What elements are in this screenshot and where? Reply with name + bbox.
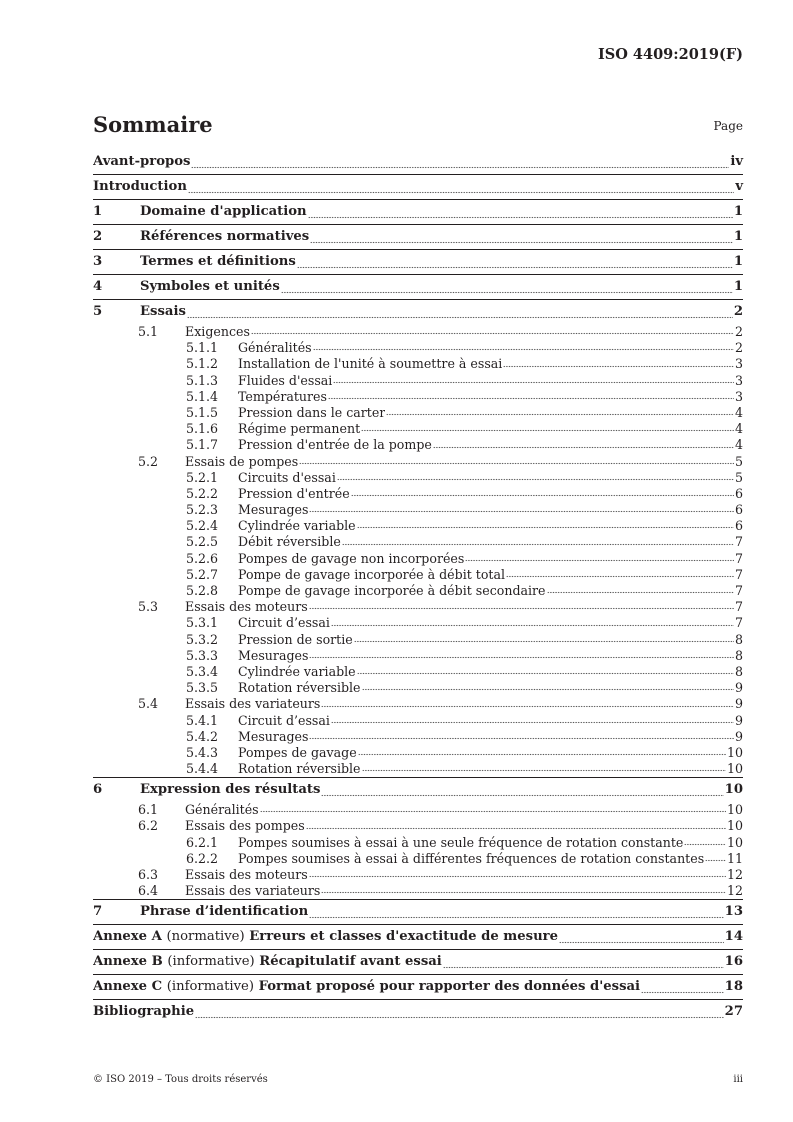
table-of-contents (93, 150, 743, 1024)
toc-entry-text: Températures (238, 388, 327, 404)
toc-entry[interactable] (93, 224, 743, 249)
toc-entry-page: 4 (734, 421, 743, 437)
toc-entry-text: Symboles et unités (140, 279, 280, 294)
dot-leader (309, 502, 734, 513)
toc-entry[interactable] (93, 949, 743, 974)
toc-entry-title (93, 300, 186, 324)
dot-leader (506, 567, 734, 578)
toc-entry[interactable] (93, 249, 743, 274)
toc-entry-page: 9 (734, 680, 743, 696)
toc-entry-page: 10 (726, 802, 743, 818)
toc-entry[interactable] (93, 340, 743, 356)
toc-entry-title (138, 454, 298, 470)
toc-entry-page: 4 (734, 437, 743, 453)
toc-entry-title (186, 470, 336, 486)
dot-leader (309, 648, 734, 659)
toc-entry-title (138, 324, 250, 340)
toc-entry[interactable] (93, 486, 743, 502)
toc-entry-title (186, 405, 385, 421)
toc-entry-number: 3 (93, 254, 103, 269)
toc-entry-text: Pression dans le carter (238, 404, 386, 420)
dot-leader (310, 225, 733, 244)
dot-leader (358, 745, 726, 756)
toc-entry-title (186, 729, 308, 745)
annex-kind: (informative) (167, 954, 255, 970)
toc-entry-number: 5.2.7 (186, 566, 219, 582)
toc-entry-page: 10 (726, 761, 743, 777)
toc-entry-title (186, 421, 360, 437)
footer-copyright: © ISO 2019 – Tous droits réservés (93, 1074, 268, 1085)
dot-leader (357, 664, 734, 675)
annex-kind: (normative) (166, 929, 245, 945)
toc-entry-page: 16 (724, 954, 743, 970)
toc-entry-page: 14 (724, 929, 743, 945)
toc-entry[interactable] (93, 356, 743, 372)
toc-entry-number: 5.2.6 (186, 550, 219, 566)
toc-entry-text: Pompes soumises à essai à différentes fréquences de rotation constantes (238, 850, 705, 866)
dot-leader (503, 356, 734, 367)
toc-entry-page: 2 (734, 324, 743, 339)
toc-entry-page: 9 (734, 696, 743, 712)
toc-entry-text: Circuits d'essai (238, 469, 336, 485)
toc-entry-number: 6.3 (138, 867, 159, 882)
toc-entry[interactable] (93, 470, 743, 486)
dot-leader (306, 818, 726, 829)
toc-entry-text: Introduction (93, 179, 187, 194)
toc-entry-number: 5.4.4 (186, 761, 219, 777)
toc-entry-text: Généralités (238, 340, 312, 356)
document-code: ISO 4409:2019(F) (597, 46, 743, 63)
dot-leader (331, 615, 734, 626)
toc-entry-number: 5.3 (138, 599, 159, 615)
toc-entry-page: 7 (734, 599, 743, 615)
toc-entry-number: 5.3.3 (186, 647, 219, 663)
toc-entry-number: 5.2.3 (186, 502, 219, 518)
toc-entry-page: 1 (733, 279, 743, 294)
toc-entry-number: 5.3.1 (186, 615, 219, 631)
toc-entry-title (186, 389, 327, 405)
dot-leader (281, 275, 733, 294)
toc-entry[interactable] (93, 867, 743, 883)
toc-entry-title (93, 150, 190, 174)
toc-entry-text: Généralités (185, 802, 259, 818)
toc-entry-page: 12 (726, 883, 743, 899)
toc-entry-number: 5.3.4 (186, 663, 219, 679)
toc-entry-text: Avant-propos (93, 154, 191, 169)
toc-entry-page: 3 (734, 372, 743, 388)
dot-leader (705, 851, 726, 862)
toc-entry-page: 10 (726, 818, 743, 834)
toc-entry-title (186, 340, 312, 356)
toc-entry-text: Cylindrée variable (238, 663, 356, 679)
toc-entry-title (186, 835, 683, 851)
toc-entry-text: Pression d'entrée de la pompe (238, 437, 432, 453)
toc-entry-text: Essais (140, 304, 186, 319)
dot-leader (321, 778, 723, 797)
dot-leader (297, 250, 733, 269)
toc-entry-number: 6.1 (138, 802, 159, 818)
toc-entry-text: Termes et définitions (140, 254, 296, 269)
toc-entry-text: Débit réversible (238, 534, 341, 550)
toc-entry-title (186, 534, 341, 550)
dot-leader (362, 761, 726, 772)
dot-leader (299, 454, 734, 465)
toc-entry-title (93, 200, 307, 224)
toc-entry-title (93, 925, 558, 949)
toc-entry-number: 5.1.6 (186, 421, 219, 437)
dot-leader (313, 340, 734, 351)
toc-entry-page: 8 (734, 647, 743, 663)
toc-entry-number: 5.1.5 (186, 404, 219, 420)
toc-entry-text: Essais des pompes (185, 818, 305, 834)
toc-entry-number: 6 (93, 782, 103, 798)
annex-title: Récapitulatif avant essai (259, 954, 442, 970)
toc-entry[interactable] (93, 534, 743, 550)
toc-entry-number: 5.2.8 (186, 583, 219, 598)
toc-entry[interactable] (93, 389, 743, 405)
toc-entry-text: Pompe de gavage incorporée à débit total (238, 566, 506, 582)
toc-entry[interactable] (93, 299, 743, 324)
toc-entry-number: 5.2 (138, 453, 159, 469)
toc-entry[interactable] (93, 999, 743, 1024)
toc-entry-number: 5.1.7 (186, 437, 219, 453)
toc-entry-title (138, 599, 308, 615)
toc-entry-number: 5.2.1 (186, 469, 219, 485)
toc-entry-page: 27 (724, 1004, 743, 1020)
dot-leader (308, 200, 733, 219)
toc-entry-page: 1 (733, 254, 743, 269)
footer-page-number: iii (733, 1074, 743, 1085)
toc-entry-text: Bibliographie (93, 1004, 195, 1020)
page-column-label: Page (713, 119, 743, 133)
toc-entry-text: Pression de sortie (238, 631, 353, 647)
toc-entry-text: Pression d'entrée (238, 485, 350, 501)
toc-entry[interactable] (93, 680, 743, 696)
dot-leader (361, 421, 734, 432)
toc-entry-text: Essais des variateurs (185, 883, 321, 899)
toc-entry-title (138, 818, 305, 834)
toc-entry-title (186, 648, 308, 664)
toc-entry-title (186, 664, 356, 680)
toc-entry-number: 5.1.4 (186, 388, 219, 404)
dot-leader (333, 373, 734, 384)
toc-entry-number: 5.2.5 (186, 534, 219, 550)
toc-entry-page: 10 (726, 834, 743, 850)
dot-leader (354, 632, 734, 643)
toc-entry-number: 5.4.2 (186, 728, 219, 744)
toc-entry[interactable] (93, 713, 743, 729)
toc-entry-text: Pompes de gavage (238, 744, 357, 760)
toc-entry-page: 6 (734, 518, 743, 534)
toc-entry[interactable] (93, 615, 743, 631)
toc-entry-title (93, 275, 280, 299)
dot-leader (362, 680, 734, 691)
toc-entry-title (186, 551, 464, 567)
toc-entry[interactable] (93, 518, 743, 534)
toc-entry-page: 3 (734, 356, 743, 372)
dot-leader (321, 696, 734, 707)
toc-entry-page: 13 (724, 904, 743, 920)
toc-entry-text: Pompe de gavage incorporée à débit secondaire (238, 583, 546, 598)
toc-entry-page: 4 (734, 404, 743, 420)
toc-entry-title (93, 975, 640, 999)
toc-entry-page: 11 (726, 850, 743, 866)
annex-label: Annexe A (93, 929, 162, 945)
dot-leader (433, 437, 734, 448)
dot-leader (337, 470, 734, 481)
toc-entry-title (186, 632, 353, 648)
toc-entry-text: Mesurages (238, 728, 309, 744)
toc-entry-text: Cylindrée variable (238, 518, 356, 534)
toc-entry-text: Mesurages (238, 502, 309, 518)
toc-entry-title (186, 437, 432, 453)
dot-leader (641, 975, 724, 994)
toc-entry-text: Rotation réversible (238, 761, 361, 777)
toc-entry-page: 7 (734, 615, 743, 631)
toc-entry[interactable] (93, 835, 743, 851)
toc-entry[interactable] (93, 745, 743, 761)
toc-entry[interactable] (93, 150, 743, 174)
toc-entry-title (186, 761, 361, 777)
toc-entry-number: 4 (93, 279, 103, 294)
dot-leader (191, 150, 729, 169)
toc-entry-text: Exigences (185, 324, 250, 339)
toc-entry-title (186, 851, 704, 867)
toc-entry-page: 7 (734, 566, 743, 582)
toc-entry-number: 5.4.3 (186, 744, 219, 760)
dot-leader (321, 883, 726, 894)
toc-entry[interactable] (93, 437, 743, 453)
dot-leader (443, 950, 724, 969)
toc-entry-page: 5 (734, 453, 743, 469)
annex-title: Format proposé pour rapporter des données d'essai (258, 979, 641, 995)
toc-entry-number: 5.2.2 (186, 485, 219, 501)
toc-entry-title (93, 900, 308, 924)
toc-entry-text: Expression des résultats (140, 782, 321, 798)
toc-entry-title (93, 175, 187, 199)
toc-entry[interactable] (93, 599, 743, 615)
toc-entry-page: 7 (734, 550, 743, 566)
toc-entry-number: 5.4.1 (186, 712, 219, 728)
dot-leader (187, 300, 733, 319)
toc-entry-title (186, 583, 546, 599)
toc-entry-number: 6.4 (138, 883, 159, 899)
toc-entry[interactable] (93, 502, 743, 518)
toc-entry-number: 5.1 (138, 324, 159, 339)
toc-entry-title (186, 356, 502, 372)
toc-entry-number: 5.2.4 (186, 518, 219, 534)
toc-entry[interactable] (93, 777, 743, 802)
annex-label: Annexe B (93, 954, 163, 970)
toc-entry[interactable] (93, 648, 743, 664)
annex-label: Annexe C (93, 979, 163, 995)
dot-leader (309, 729, 734, 740)
toc-entry-number: 5.4 (138, 696, 159, 712)
dot-leader (309, 599, 734, 610)
toc-entry[interactable] (93, 632, 743, 648)
toc-entry-page: 1 (733, 229, 743, 244)
toc-entry-page: 10 (726, 744, 743, 760)
toc-entry-page: 1 (733, 204, 743, 219)
dot-leader (351, 486, 734, 497)
dot-leader (684, 835, 726, 846)
toc-entry[interactable] (93, 551, 743, 567)
toc-entry-title (186, 713, 330, 729)
toc-entry-title (186, 680, 361, 696)
toc-entry-page: 8 (734, 631, 743, 647)
annex-title: Erreurs et classes d'exactitude de mesure (249, 929, 559, 945)
toc-entry[interactable] (93, 883, 743, 899)
toc-entry-page: 18 (724, 979, 743, 995)
toc-entry-text: Essais de pompes (185, 453, 299, 469)
toc-entry-number: 5.1.3 (186, 372, 219, 388)
toc-entry-text: Rotation réversible (238, 680, 361, 696)
toc-entry-number: 2 (93, 229, 103, 244)
toc-entry[interactable] (93, 199, 743, 224)
toc-entry[interactable] (93, 924, 743, 949)
dot-leader (251, 324, 734, 335)
toc-entry-number: 6.2.2 (186, 850, 219, 866)
toc-entry-text: Pompes soumises à essai à une seule fréquence de rotation constante (238, 834, 684, 850)
toc-entry-title (186, 567, 505, 583)
toc-entry-text: Circuit d’essai (238, 712, 330, 728)
toc-entry-title (93, 950, 442, 974)
toc-entry-page: 2 (733, 304, 743, 319)
toc-entry[interactable] (93, 274, 743, 299)
toc-entry-page: 7 (734, 583, 743, 598)
toc-entry-number: 6.2 (138, 818, 159, 834)
toc-entry-text: Régime permanent (238, 421, 361, 437)
toc-entry-page: 3 (734, 388, 743, 404)
toc-entry-title (186, 486, 350, 502)
toc-entry-title (93, 1000, 194, 1024)
toc-entry-text: Circuit d’essai (238, 615, 330, 631)
dot-leader (331, 713, 734, 724)
toc-entry-number: 5.1.1 (186, 340, 219, 356)
toc-entry[interactable] (93, 696, 743, 712)
toc-entry-title (93, 778, 320, 802)
toc-entry-text: Références normatives (140, 229, 310, 244)
dot-leader (195, 1000, 724, 1019)
toc-entry[interactable] (93, 405, 743, 421)
toc-entry-number: 5.3.5 (186, 680, 219, 696)
toc-entry-page: 2 (734, 340, 743, 356)
dot-leader (386, 405, 734, 416)
toc-entry-number: 7 (93, 904, 103, 920)
page-title: Sommaire (93, 112, 213, 137)
toc-entry-text: Essais des moteurs (185, 599, 308, 615)
toc-entry[interactable] (93, 818, 743, 834)
toc-entry-page: 7 (734, 534, 743, 550)
toc-entry-text: Mesurages (238, 647, 309, 663)
toc-entry-text: Pompes de gavage non incorporées (238, 550, 465, 566)
toc-entry[interactable] (93, 729, 743, 745)
toc-entry[interactable] (93, 974, 743, 999)
toc-entry-title (186, 745, 357, 761)
toc-entry[interactable] (93, 454, 743, 470)
toc-entry[interactable] (93, 851, 743, 867)
toc-entry[interactable] (93, 761, 743, 777)
dot-leader (465, 551, 734, 562)
dot-leader (547, 583, 734, 594)
dot-leader (342, 534, 734, 545)
toc-entry-text: Essais des moteurs (185, 867, 308, 882)
toc-entry-page: 8 (734, 663, 743, 679)
toc-entry[interactable] (93, 899, 743, 924)
toc-entry[interactable] (93, 567, 743, 583)
toc-entry-number: 5.3.2 (186, 631, 219, 647)
dot-leader (357, 518, 734, 529)
toc-entry-page: 9 (734, 712, 743, 728)
toc-entry-title (93, 250, 296, 274)
toc-entry-text: Essais des variateurs (185, 696, 321, 712)
toc-entry-page: 12 (726, 867, 743, 882)
dot-leader (260, 802, 726, 813)
toc-entry-title (138, 802, 259, 818)
toc-entry-page: 6 (734, 485, 743, 501)
toc-entry-number: 5 (93, 304, 103, 319)
toc-entry-text: Installation de l'unité à soumettre à essai (238, 356, 503, 372)
dot-leader (309, 900, 723, 919)
toc-entry-page: v (735, 179, 743, 194)
toc-entry-title (93, 225, 309, 249)
annex-kind: (informative) (166, 979, 254, 995)
toc-entry-page: 10 (724, 782, 743, 798)
toc-entry[interactable] (93, 324, 743, 340)
dot-leader (309, 867, 726, 878)
toc-entry[interactable] (93, 174, 743, 199)
toc-entry-title (138, 867, 308, 883)
toc-entry[interactable] (93, 802, 743, 818)
dot-leader (328, 389, 734, 400)
toc-entry-title (186, 502, 308, 518)
toc-entry[interactable] (93, 421, 743, 437)
toc-entry-number: 1 (93, 204, 103, 219)
toc-entry-page: 6 (734, 502, 743, 518)
toc-entry-number: 6.2.1 (186, 834, 219, 850)
toc-entry-text: Fluides d'essai (238, 372, 333, 388)
toc-entry[interactable] (93, 373, 743, 389)
toc-entry-title (186, 373, 332, 389)
dot-leader (188, 175, 734, 194)
toc-entry-page: 5 (734, 469, 743, 485)
toc-entry-text: Phrase d’identification (140, 904, 309, 920)
toc-entry[interactable] (93, 583, 743, 599)
toc-entry-number: 5.1.2 (186, 356, 219, 372)
dot-leader (559, 925, 724, 944)
toc-entry-page: 9 (734, 728, 743, 744)
toc-entry-page: iv (730, 154, 743, 169)
toc-entry-text: Domaine d'application (140, 204, 307, 219)
toc-entry-title (186, 518, 356, 534)
toc-entry-title (138, 883, 320, 899)
toc-entry-title (186, 615, 330, 631)
toc-entry[interactable] (93, 664, 743, 680)
toc-entry-title (138, 696, 320, 712)
